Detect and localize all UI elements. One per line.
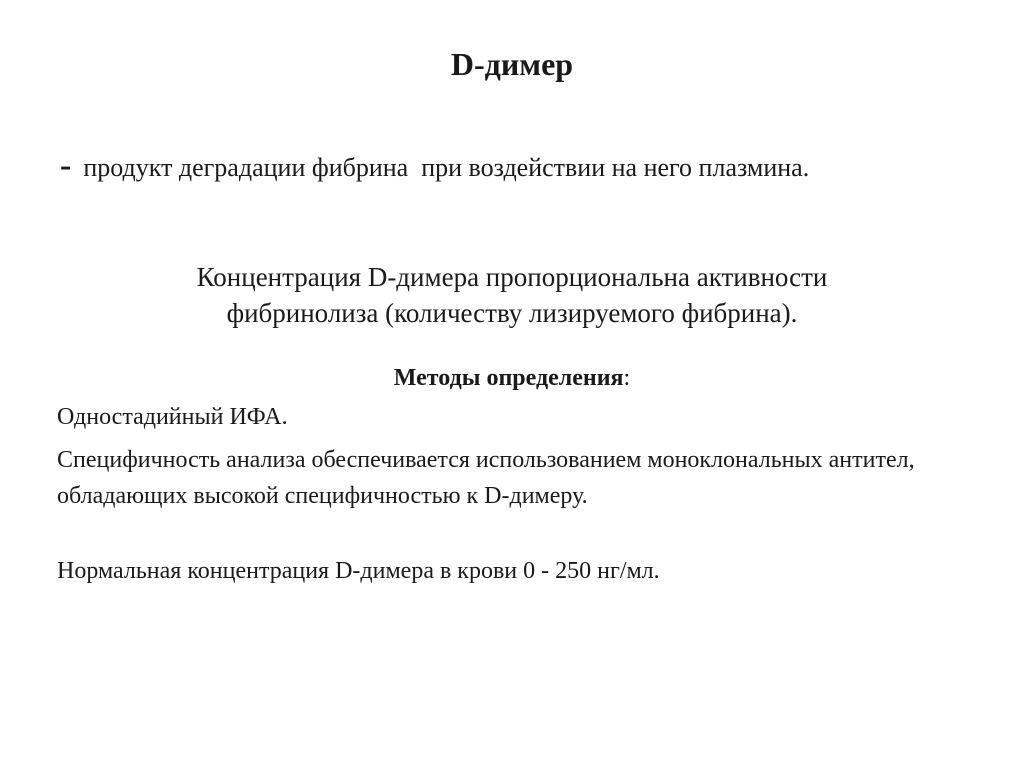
concentration-line-1: Концентрация D-димера пропорциональна активности (196, 262, 828, 292)
methods-heading-colon: : (623, 365, 631, 391)
method-paragraph-ifa: Одностадийный ИФА. (57, 404, 288, 430)
definition-dash: - (60, 147, 72, 184)
method-paragraph-specificity: Специфичность анализа обеспечивается использованием моноклональных антител, обладающих высокой специфичностью к D-димеру. (57, 447, 915, 509)
method-paragraph-normal-range: Нормальная концентрация D-димера в крови 0 - 250 нг/мл. (57, 558, 660, 584)
slide-title: D-димер (450, 46, 574, 82)
definition-line (60, 146, 1000, 188)
concentration-line-2: фибринолиза (количеству лизируемого фибрина). (226, 298, 798, 328)
definition-text: продукт деградации фибрина при воздействии на него плазмина. (83, 153, 810, 182)
methods-heading-text: Методы определения (393, 365, 624, 391)
concentration-statement (80, 259, 944, 331)
methods-heading (0, 362, 1024, 394)
